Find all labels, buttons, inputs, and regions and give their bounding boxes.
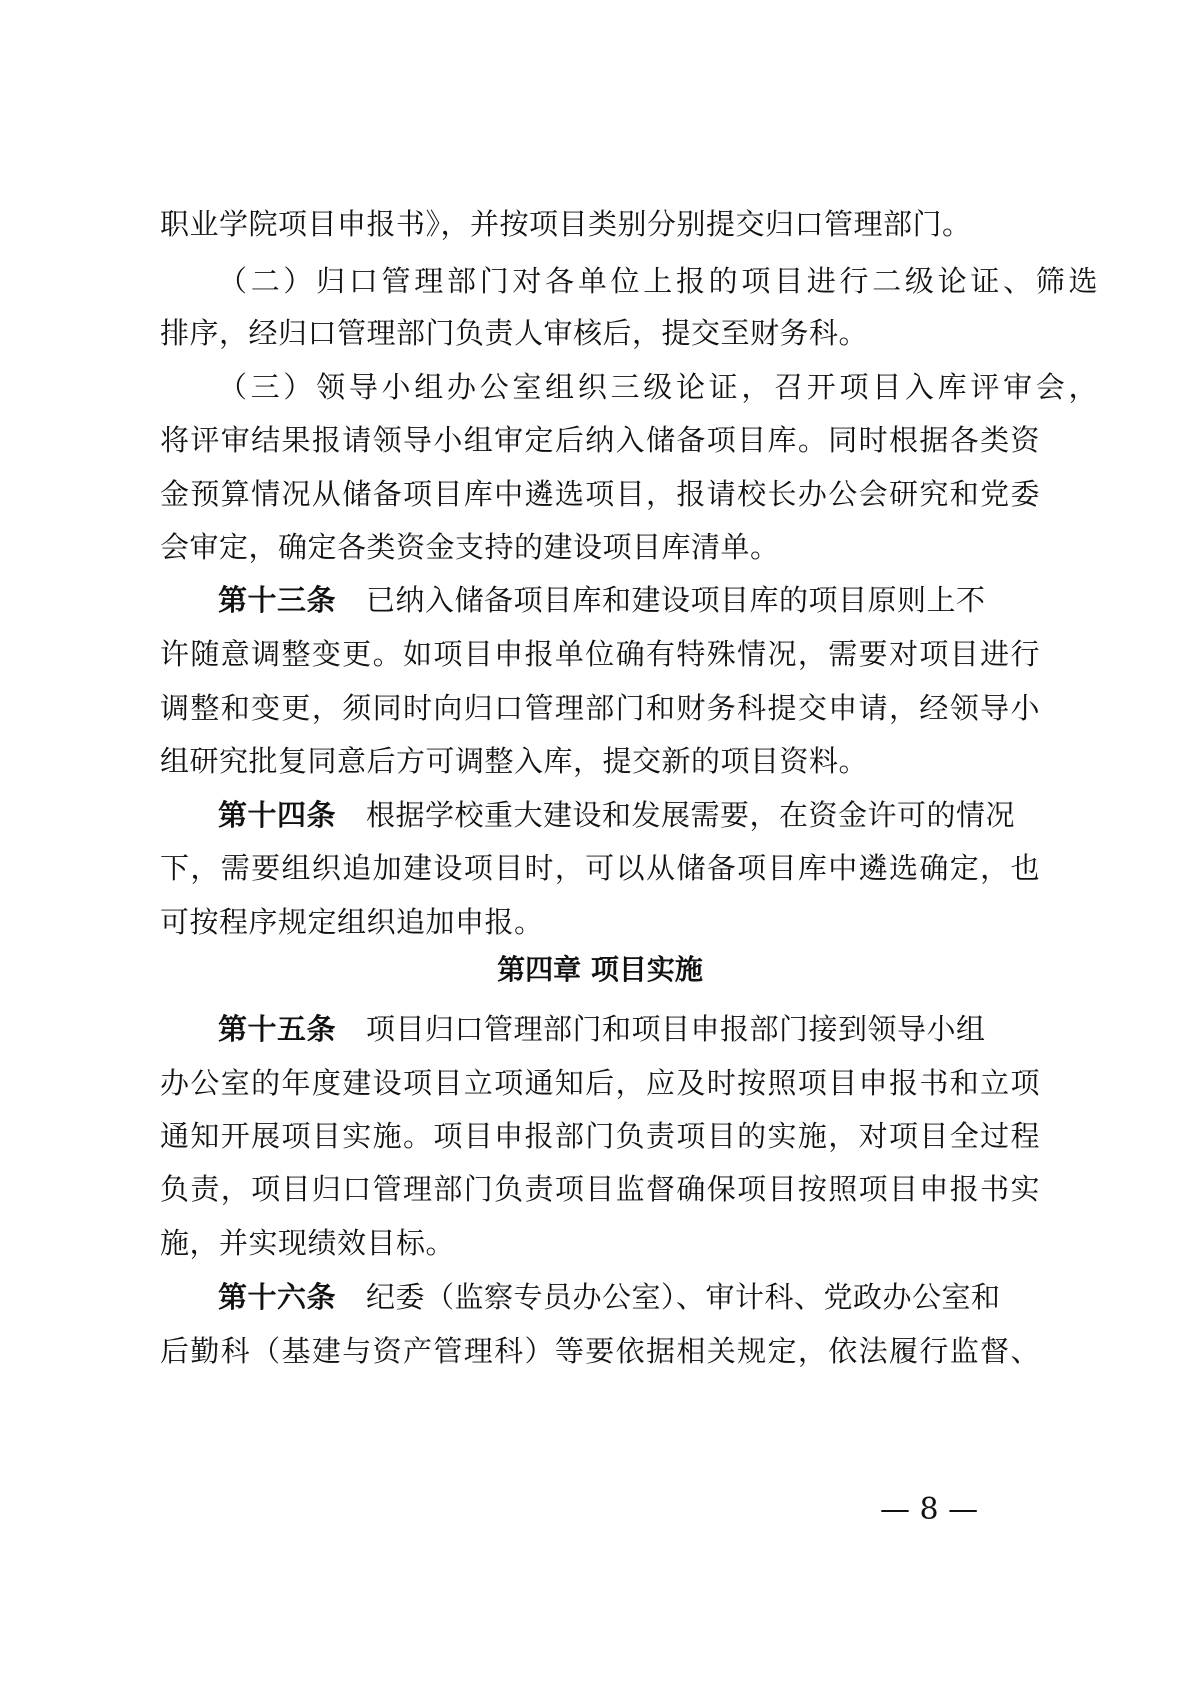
article-13-first-line: [160, 580, 1098, 620]
text-line: 将评审结果报请领导小组审定后纳入储备项目库。同时根据各类资: [160, 423, 1040, 457]
text-line: 职业学院项目申报书》，并按项目类别分别提交归口管理部门。: [160, 207, 972, 241]
article-text: 纪委（监察专员办公室）、审计科、党政办公室和: [366, 1280, 1001, 1314]
article-16-first-line: [160, 1277, 1098, 1317]
document-page: [160, 0, 1098, 1684]
text-line: 可按程序规定组织追加申报。: [160, 905, 544, 939]
text-line: 会审定，确定各类资金支持的建设项目库清单。: [160, 530, 780, 564]
text-line: 后勤科（基建与资产管理科）等要依据相关规定，依法履行监督、: [160, 1334, 1040, 1368]
text-line: 组研究批复同意后方可调整入库，提交新的项目资料。: [160, 744, 869, 778]
text-line: （三）领导小组办公室组织三级论证，召开项目入库评审会，: [218, 370, 1098, 404]
text-line: 金预算情况从储备项目库中遴选项目，报请校长办公会研究和党委: [160, 477, 1040, 511]
text-line: 负责，项目归口管理部门负责项目监督确保项目按照项目申报书实: [160, 1172, 1040, 1206]
article-15-first-line: [160, 1009, 1098, 1049]
article-text: 已纳入储备项目库和建设项目库的项目原则上不: [366, 583, 986, 617]
text-line: 许随意调整变更。如项目申报单位确有特殊情况，需要对项目进行: [160, 637, 1040, 671]
chapter-title: 第四章 项目实施: [497, 953, 703, 986]
text-line: 下，需要组织追加建设项目时，可以从储备项目库中遴选确定，也: [160, 851, 1040, 885]
text-line: 施，并实现绩效目标。: [160, 1226, 456, 1260]
article-heading: 第十五条: [218, 1012, 337, 1046]
article-text: 根据学校重大建设和发展需要，在资金许可的情况: [366, 798, 1016, 832]
article-heading: 第十六条: [218, 1280, 337, 1314]
page-number: — 8 —: [880, 1492, 979, 1527]
text-line: 排序，经归口管理部门负责人审核后，提交至财务科。: [160, 316, 869, 350]
article-text: 项目归口管理部门和项目申报部门接到领导小组: [366, 1012, 986, 1046]
article-heading: 第十三条: [218, 583, 337, 617]
text-line: 调整和变更，须同时向归口管理部门和财务科提交申请，经领导小: [160, 691, 1040, 725]
text-line: 通知开展项目实施。项目申报部门负责项目的实施，对项目全过程: [160, 1119, 1040, 1153]
article-14-first-line: [160, 795, 1098, 835]
text-line: （二）归口管理部门对各单位上报的项目进行二级论证、筛选: [218, 264, 1098, 298]
text-line: 办公室的年度建设项目立项通知后，应及时按照项目申报书和立项: [160, 1066, 1040, 1100]
article-heading: 第十四条: [218, 798, 337, 832]
